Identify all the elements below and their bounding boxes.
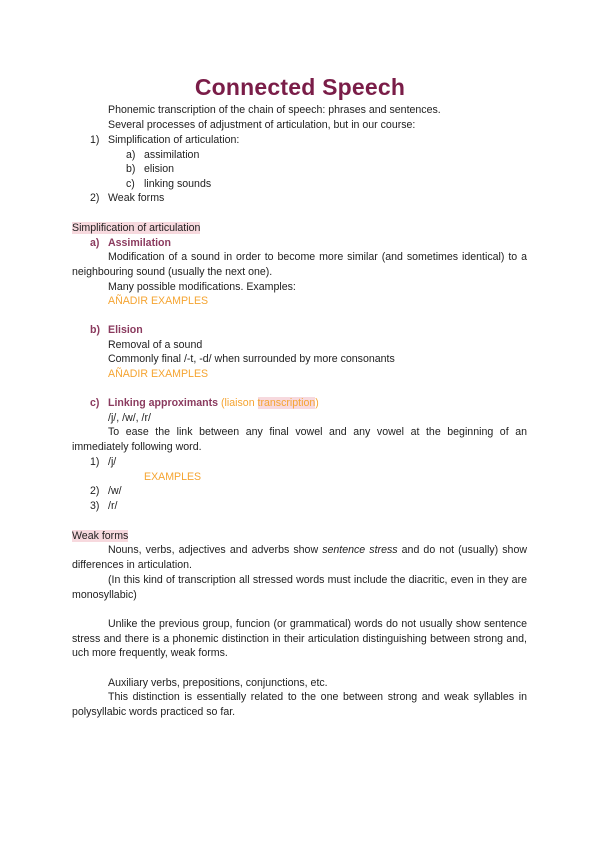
- intro-item-2-number: 2): [90, 192, 100, 204]
- section-heading-text: Simplification of articulation: [72, 222, 201, 234]
- weak-forms-paragraph-4: Auxiliary verbs, prepositions, conjunctions, etc.: [108, 677, 328, 689]
- assimilation-mark: a): [90, 237, 100, 249]
- weak-forms-paragraph-3: Unlike the previous group, funcion (or grammatical) words do not usually show sentence stress and there is a phonemic distinction in their articulation distinguishing between strong and, uch more frequently, weak forms.: [72, 618, 527, 660]
- page-title: Connected Speech: [194, 74, 406, 100]
- linking-list-item-r: /r/: [108, 500, 118, 512]
- intro-subitem-elision: elision: [144, 163, 175, 175]
- assimilation-add-examples-note: AÑADIR EXAMPLES: [108, 295, 209, 307]
- linking-definition: To ease the link between any final vowel and any vowel at the beginning of an immediately following word.: [72, 426, 527, 453]
- linking-examples-note: EXAMPLES: [144, 471, 202, 483]
- intro-item-1-number: 1): [90, 134, 100, 146]
- linking-heading: Linking approximants: [108, 397, 219, 409]
- assimilation-heading: Assimilation: [108, 237, 171, 249]
- elision-add-examples-note: AÑADIR EXAMPLES: [108, 368, 209, 380]
- weak-p1-start: Nouns, verbs, adjectives and adverbs show: [108, 544, 323, 556]
- intro-item-1: Simplification of articulation:: [108, 134, 240, 146]
- linking-list-number: 2): [90, 485, 100, 497]
- section-heading-weak-forms: [72, 529, 128, 543]
- weak-forms-paragraph-2: (In this kind of transcription all stressed words must include the diacritic, even in they are monosyllabic): [72, 574, 527, 601]
- elision-heading: Elision: [108, 324, 143, 336]
- assimilation-examples-intro: Many possible modifications. Examples:: [108, 281, 296, 293]
- assimilation-definition: Modification of a sound in order to become more similar (and sometimes identical) to a neighbouring sound (usually the next one).: [72, 251, 527, 278]
- weak-p1-emphasis: sentence stress: [322, 544, 398, 556]
- weak-forms-paragraph-1: [72, 543, 527, 572]
- intro-subitem-assimilation: assimilation: [144, 149, 200, 161]
- linking-paren-close: ): [315, 397, 319, 409]
- linking-list-number: 1): [90, 456, 100, 468]
- linking-list-item-j: /j/: [108, 456, 117, 468]
- elision-mark: b): [90, 324, 100, 336]
- intro-subitem-mark: b): [126, 163, 136, 175]
- linking-paren-word: transcription: [257, 397, 316, 409]
- weak-forms-paragraph-5: This distinction is essentially related to the one between strong and weak syllables in polysyllabic words practiced so far.: [72, 691, 527, 718]
- section-heading-simplification: [72, 221, 200, 235]
- linking-heading-line: [108, 396, 319, 410]
- linking-mark: c): [90, 397, 100, 409]
- intro-subitem-mark: c): [126, 178, 135, 190]
- linking-list-item-w: /w/: [108, 485, 122, 497]
- intro-subitem-mark: a): [126, 149, 136, 161]
- elision-line-2: Commonly final /-t, -d/ when surrounded by more consonants: [108, 353, 395, 365]
- linking-list-number: 3): [90, 500, 100, 512]
- weak-p1-end: and do not (usually) show differences in articulation.: [72, 544, 527, 571]
- linking-symbols: /j/, /w/, /r/: [108, 412, 151, 424]
- elision-line-1: Removal of a sound: [108, 339, 203, 351]
- linking-paren-open: (liaison: [221, 397, 258, 409]
- section-heading-text: Weak forms: [72, 530, 129, 542]
- intro-item-2: Weak forms: [108, 192, 165, 204]
- intro-line-1: Phonemic transcription of the chain of speech: phrases and sentences.: [108, 104, 441, 116]
- intro-line-2: Several processes of adjustment of articulation, but in our course:: [108, 119, 416, 131]
- intro-subitem-linking: linking sounds: [144, 178, 212, 190]
